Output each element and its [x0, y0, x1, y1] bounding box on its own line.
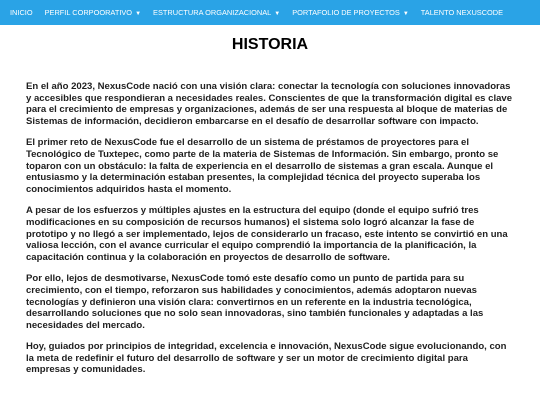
- nav-item-estructura-organizacional[interactable]: [147, 0, 286, 25]
- nav-item-label: TALENTO NEXUSCODE: [420, 8, 504, 17]
- history-paragraph: En el año 2023, NexusCode nació con una visión clara: conectar la tecnología con soluciones innovadoras y accesibles que respondieran a necesidades reales. Conscientes de que la transformación digital es clave para el crecimiento de empresas y organizaciones, además de ser una respuesta al bloque de materias de Sistemas de información, decidieron embarcarse en el desafío de desarrollar software con impacto.: [26, 81, 513, 127]
- nav-item-perfil-corporativo[interactable]: [39, 0, 147, 25]
- history-paragraph: Hoy, guiados por principios de integridad, excelencia e innovación, NexusCode sigue evolucionando, con la meta de redefinir el futuro del desarrollo de software y ser un motor de crecimiento digital para empresas y comunidades.: [26, 341, 507, 376]
- nav-item-label: ESTRUCTURA ORGANIZACIONAL: [153, 8, 272, 17]
- nav-item-inicio[interactable]: [4, 0, 39, 25]
- nav-item-portafolio-de-proyectos[interactable]: [286, 0, 415, 25]
- nav-item-label: PORTAFOLIO DE PROYECTOS: [292, 8, 400, 17]
- nav-item-label: PERFIL CORPOORATIVO: [44, 8, 133, 17]
- main-navbar: [0, 0, 540, 25]
- nav-item-talento-nexuscode[interactable]: [415, 0, 509, 25]
- history-content: [26, 81, 514, 386]
- caret-down-icon: ▼: [402, 11, 409, 17]
- caret-down-icon: ▼: [135, 11, 142, 17]
- caret-down-icon: ▼: [274, 11, 281, 17]
- history-paragraph: Por ello, lejos de desmotivarse, NexusCode tomó este desafío como un punto de partida para su crecimiento, con el tiempo, reforzaron sus habilidades y conocimientos, además adoptaron nuevas tecnologías y definieron una visión clara: convertirnos en un referente en la industria tecnológica, desarrollando soluciones que no solo sean innovadoras, sino también funcionales y adaptadas a las necesidades del mercado.: [26, 273, 484, 331]
- nav-item-label: INICIO: [10, 8, 33, 17]
- history-paragraph: El primer reto de NexusCode fue el desarrollo de un sistema de préstamos de proyectores para el Tecnológico de Tuxtepec, como parte de la materia de Sistemas de Información. Sin embargo, pronto se toparon con un obstáculo: la falta de experiencia en el desarrollo de sistemas a gran escala. Aunque el entusiasmo y la determinación estaban presentes, la complejidad técnica del proyecto superaba los conocimientos adquiridos hasta el momento.: [26, 137, 499, 195]
- history-paragraph: A pesar de los esfuerzos y múltiples ajustes en la estructura del equipo (donde el equipo sufrió tres modificaciones en su composición de recursos humanos) el sistema solo logró alcanzar la fase de prototipo y no llegó a ser implementado, lejos de considerarlo un fracaso, este intento se convirtió en una valiosa lección, con el avance curricular el equipo comprendió la importancia de la planificación, la capacitación continua y la colaboración en proyectos de desarrollo de software.: [26, 205, 508, 263]
- page-title: HISTORIA: [231, 36, 309, 53]
